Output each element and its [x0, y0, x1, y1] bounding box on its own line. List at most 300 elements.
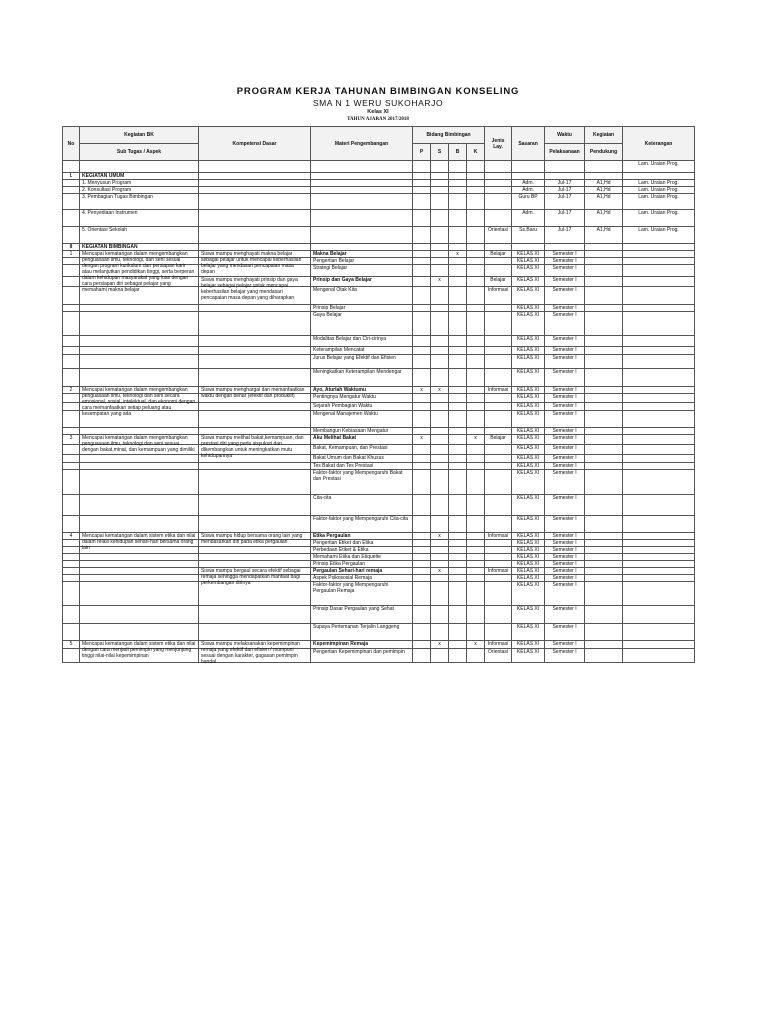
cell-b — [449, 258, 467, 265]
cell-sasaran: KELAS XI — [512, 582, 545, 606]
cell-keterangan: Lam. Uraian Prog. — [623, 187, 695, 194]
cell-k — [467, 387, 485, 394]
cell-sub-tugas — [80, 305, 199, 312]
cell-keterangan — [623, 568, 695, 575]
cell-no — [63, 312, 80, 336]
cell-kompetensi — [199, 161, 311, 173]
cell-materi: Tes Bakat dan Tes Prestasi — [311, 463, 413, 470]
cell-b — [449, 277, 467, 287]
cell-no — [63, 649, 80, 663]
cell-keterangan — [623, 649, 695, 663]
header-b: B — [449, 144, 467, 161]
cell-pendukung — [585, 575, 623, 582]
cell-pendukung — [585, 554, 623, 561]
cell-keterangan — [623, 369, 695, 387]
cell-sasaran: KELAS XI — [512, 394, 545, 403]
cell-waktu: Jul-17 — [545, 210, 585, 227]
cell-waktu — [545, 161, 585, 173]
cell-b — [449, 428, 467, 435]
cell-s — [431, 394, 449, 403]
cell-materi — [311, 187, 413, 194]
cell-kompetensi — [199, 347, 311, 355]
cell-b — [449, 606, 467, 624]
cell-p — [413, 575, 431, 582]
cell-materi: Pergaulan Sehari-hari remaja — [311, 568, 413, 575]
table-row — [63, 251, 695, 258]
cell-sasaran: KELAS XI — [512, 540, 545, 547]
cell-kompetensi — [199, 624, 311, 641]
cell-pendukung: A1,Hd — [585, 210, 623, 227]
cell-jenis — [485, 210, 512, 227]
cell-b — [449, 463, 467, 470]
cell-no — [63, 347, 80, 355]
table-row — [63, 463, 695, 470]
cell-sub-tugas: KEGIATAN BIMBINGAN — [80, 244, 199, 251]
cell-sasaran: KELAS XI — [512, 547, 545, 554]
cell-kompetensi — [199, 387, 311, 399]
cell-jenis — [485, 561, 512, 568]
cell-k — [467, 547, 485, 554]
cell-p — [413, 533, 431, 540]
cell-waktu: Semester I — [545, 495, 585, 516]
cell-waktu: Jul-17 — [545, 194, 585, 210]
cell-sub-tugas: 4. Penyediaan Instrumen — [80, 210, 199, 227]
cell-pendukung — [585, 547, 623, 554]
cell-sasaran: KELAS XI — [512, 336, 545, 347]
cell-kompetensi — [199, 210, 311, 227]
cell-kompetensi — [199, 305, 311, 312]
cell-waktu: Semester I — [545, 568, 585, 575]
cell-jenis — [485, 495, 512, 516]
cell-kompetensi — [199, 227, 311, 244]
cell-s — [431, 435, 449, 445]
cell-s — [431, 575, 449, 582]
cell-kompetensi-text: Siswa mampu bergaul secara efektif sebagai remaja sehingga mendapatkan manfaat bagi perkembangan dirinya — [201, 568, 301, 586]
cell-s — [431, 649, 449, 663]
cell-p: x — [413, 387, 431, 394]
cell-pendukung — [585, 470, 623, 495]
cell-jenis — [485, 258, 512, 265]
cell-k — [467, 355, 485, 369]
cell-kompetensi — [199, 244, 311, 251]
cell-jenis — [485, 347, 512, 355]
cell-kompetensi — [199, 547, 311, 554]
cell-kompetensi — [199, 533, 311, 545]
cell-kompetensi — [199, 251, 311, 275]
cell-pendukung: A1,Hd — [585, 187, 623, 194]
cell-k — [467, 606, 485, 624]
cell-keterangan — [623, 561, 695, 568]
cell-materi: Aspek Psikososial Remaja — [311, 575, 413, 582]
table-row — [63, 369, 695, 387]
cell-kompetensi — [199, 403, 311, 411]
cell-kompetensi — [199, 187, 311, 194]
cell-keterangan — [623, 470, 695, 495]
table-row — [63, 516, 695, 533]
cell-no — [63, 403, 80, 411]
cell-pendukung — [585, 403, 623, 411]
header-p: P — [413, 144, 431, 161]
cell-waktu: Jul-17 — [545, 187, 585, 194]
table-row — [63, 561, 695, 568]
header-no: No — [63, 127, 80, 161]
cell-sasaran: KELAS XI — [512, 516, 545, 533]
cell-pendukung — [585, 161, 623, 173]
cell-no: II — [63, 244, 80, 251]
table-row — [63, 641, 695, 649]
cell-materi: Prinsip dan Gaya Belajar — [311, 277, 413, 287]
cell-s — [431, 251, 449, 258]
academic-year: TAHUN AJARAN 2017/2018 — [347, 117, 409, 122]
cell-materi: Pengertian Belajar — [311, 258, 413, 265]
cell-sub-tugas — [80, 470, 199, 495]
table-row — [63, 606, 695, 624]
cell-waktu: Semester I — [545, 403, 585, 411]
document-title: PROGRAM KERJA TAHUNAN BIMBINGAN KONSELING — [236, 86, 520, 97]
cell-pendukung — [585, 445, 623, 455]
cell-kompetensi-text: Siswa mampu melaksanakan kepemimpinan remaja yang efektif dan efisien / mumpuni sesuai dengan karakter, gagasan pemimpin handal — [201, 641, 300, 665]
cell-keterangan — [623, 411, 695, 428]
cell-pendukung — [585, 355, 623, 369]
cell-b — [449, 568, 467, 575]
cell-keterangan — [623, 554, 695, 561]
cell-materi: Sejarah Pembagian Waktu — [311, 403, 413, 411]
cell-s — [431, 187, 449, 194]
cell-sub-tugas-text: Mencapai kematangan dalam sistem etika dan nilai dengan cara menjadi pemimpin yang menjunjung tinggi nilai-nilai kepemimpinan — [82, 641, 196, 659]
cell-keterangan — [623, 287, 695, 305]
cell-no: 1 — [63, 251, 80, 258]
cell-sub-tugas — [80, 561, 199, 568]
cell-b — [449, 516, 467, 533]
cell-jenis — [485, 554, 512, 561]
cell-b — [449, 394, 467, 403]
cell-b — [449, 540, 467, 547]
cell-jenis — [485, 305, 512, 312]
cell-materi: Bakat, Kemampuan, dan Prestasi — [311, 445, 413, 455]
cell-waktu: Semester I — [545, 428, 585, 435]
cell-s — [431, 455, 449, 463]
cell-no — [63, 575, 80, 582]
cell-materi: Gaya Belajar — [311, 312, 413, 336]
cell-keterangan — [623, 641, 695, 649]
cell-sasaran: Adm. — [512, 210, 545, 227]
cell-sasaran: KELAS XI — [512, 287, 545, 305]
cell-jenis: Informasi — [485, 568, 512, 575]
cell-waktu: Semester I — [545, 411, 585, 428]
cell-k — [467, 428, 485, 435]
cell-sasaran: KELAS XI — [512, 387, 545, 394]
cell-p — [413, 428, 431, 435]
cell-pendukung — [585, 516, 623, 533]
header-keterangan: Keterangan — [623, 127, 695, 161]
cell-keterangan — [623, 173, 695, 180]
cell-s — [431, 258, 449, 265]
cell-k — [467, 347, 485, 355]
cell-kompetensi — [199, 355, 311, 369]
cell-materi: Pentingnya Mengatur Waktu — [311, 394, 413, 403]
cell-sub-tugas — [80, 495, 199, 516]
cell-b — [449, 547, 467, 554]
header-s: S — [431, 144, 449, 161]
cell-materi — [311, 161, 413, 173]
cell-materi: Pengertian Kepemimpinan dan pemimpin — [311, 649, 413, 663]
cell-jenis: Belajar — [485, 435, 512, 445]
cell-keterangan — [623, 403, 695, 411]
cell-sasaran: KELAS XI — [512, 265, 545, 277]
cell-kompetensi-text: Siswa mampu menghayati makna belajar sebagai pelajar untuk mencapai keberhasilan belajar yang mendasari pencapaian masa depan — [201, 251, 302, 275]
cell-k — [467, 251, 485, 258]
cell-b: x — [449, 251, 467, 258]
cell-k — [467, 575, 485, 582]
cell-k — [467, 336, 485, 347]
cell-no — [63, 582, 80, 606]
cell-s — [431, 403, 449, 411]
cell-waktu: Semester I — [545, 463, 585, 470]
cell-s — [431, 561, 449, 568]
cell-pendukung — [585, 244, 623, 251]
cell-s — [431, 554, 449, 561]
table-row — [63, 347, 695, 355]
cell-b — [449, 403, 467, 411]
cell-pendukung — [585, 277, 623, 287]
cell-k — [467, 227, 485, 244]
cell-kompetensi — [199, 369, 311, 387]
cell-materi: Prinsip Dasar Pergaulan yang Sehat — [311, 606, 413, 624]
cell-k — [467, 582, 485, 606]
cell-no — [63, 227, 80, 244]
cell-pendukung — [585, 258, 623, 265]
cell-pendukung — [585, 582, 623, 606]
cell-no — [63, 258, 80, 265]
cell-keterangan: Lam. Uraian Prog. — [623, 210, 695, 227]
cell-b — [449, 244, 467, 251]
cell-sub-tugas-text: Mencapai kematangan dalam mengembangkan penguasaan ilmu, teknologi, dan seni sesuai dengan program kurikulum dan persiapan karir atau melanjutkan pendidikan tinggi, serta berperan dalam kehidupan masyarakat yang luas dengan cara persiapan diri sebagai pelajar yang memahami makna belajar — [82, 251, 195, 293]
cell-waktu: Semester I — [545, 258, 585, 265]
header-jenis: Jenis Lay. — [485, 127, 512, 161]
cell-s — [431, 265, 449, 277]
cell-waktu: Semester I — [545, 336, 585, 347]
cell-pendukung — [585, 540, 623, 547]
cell-materi — [311, 210, 413, 227]
cell-jenis — [485, 394, 512, 403]
cell-waktu — [545, 173, 585, 180]
cell-sasaran: KELAS XI — [512, 568, 545, 575]
cell-materi: Makna Belajar — [311, 251, 413, 258]
cell-k — [467, 455, 485, 463]
cell-pendukung — [585, 533, 623, 540]
cell-jenis: Belajar — [485, 277, 512, 287]
cell-jenis — [485, 547, 512, 554]
cell-p — [413, 161, 431, 173]
cell-s — [431, 547, 449, 554]
cell-no — [63, 394, 80, 403]
cell-no — [63, 305, 80, 312]
cell-waktu: Semester I — [545, 355, 585, 369]
cell-materi: Mengenal Manajemen Waktu — [311, 411, 413, 428]
cell-p — [413, 287, 431, 305]
cell-keterangan — [623, 244, 695, 251]
cell-materi: Supaya Pertemanan Terjalin Langgeng — [311, 624, 413, 641]
cell-sub-tugas — [80, 582, 199, 606]
cell-keterangan — [623, 445, 695, 455]
table-row — [63, 582, 695, 606]
cell-jenis — [485, 455, 512, 463]
cell-kompetensi — [199, 606, 311, 624]
cell-jenis — [485, 624, 512, 641]
cell-no — [63, 561, 80, 568]
cell-waktu: Jul-17 — [545, 180, 585, 187]
cell-pendukung — [585, 641, 623, 649]
cell-pendukung: A1,Hd — [585, 194, 623, 210]
cell-s: x — [431, 277, 449, 287]
cell-waktu: Semester I — [545, 470, 585, 495]
cell-jenis — [485, 470, 512, 495]
cell-jenis — [485, 161, 512, 173]
cell-sasaran: Ss.Baru — [512, 227, 545, 244]
cell-waktu: Semester I — [545, 533, 585, 540]
cell-keterangan — [623, 312, 695, 336]
cell-waktu: Semester I — [545, 554, 585, 561]
cell-no — [63, 516, 80, 533]
cell-sub-tugas — [80, 435, 199, 453]
cell-s — [431, 227, 449, 244]
cell-k — [467, 540, 485, 547]
cell-p — [413, 445, 431, 455]
cell-s — [431, 336, 449, 347]
cell-k: x — [467, 641, 485, 649]
cell-no: 2 — [63, 387, 80, 394]
cell-s: x — [431, 387, 449, 394]
cell-keterangan — [623, 495, 695, 516]
cell-p — [413, 355, 431, 369]
cell-kompetensi — [199, 554, 311, 561]
cell-sasaran: Adm. — [512, 180, 545, 187]
cell-sasaran: KELAS XI — [512, 411, 545, 428]
cell-jenis — [485, 428, 512, 435]
cell-sasaran: KELAS XI — [512, 606, 545, 624]
cell-materi: Jurus Belajar yang Efektif dan Efisien — [311, 355, 413, 369]
cell-keterangan — [623, 606, 695, 624]
program-table-body — [63, 161, 695, 663]
cell-k — [467, 445, 485, 455]
cell-k — [467, 554, 485, 561]
table-row — [63, 575, 695, 582]
table-row — [63, 533, 695, 540]
cell-s — [431, 369, 449, 387]
cell-pendukung — [585, 387, 623, 394]
cell-sasaran: KELAS XI — [512, 428, 545, 435]
cell-sasaran: KELAS XI — [512, 369, 545, 387]
cell-jenis — [485, 180, 512, 187]
cell-sasaran: KELAS XI — [512, 312, 545, 336]
cell-no — [63, 624, 80, 641]
cell-keterangan: Lam. Uraian Prog. — [623, 161, 695, 173]
cell-jenis: Belajar — [485, 251, 512, 258]
cell-p — [413, 455, 431, 463]
cell-k — [467, 394, 485, 403]
cell-no — [63, 336, 80, 347]
cell-jenis — [485, 187, 512, 194]
cell-jenis — [485, 575, 512, 582]
cell-k: x — [467, 435, 485, 445]
cell-sub-tugas — [80, 554, 199, 561]
cell-keterangan — [623, 533, 695, 540]
cell-no — [63, 547, 80, 554]
cell-p: x — [413, 435, 431, 445]
cell-sasaran: KELAS XI — [512, 575, 545, 582]
table-row — [63, 227, 695, 244]
cell-keterangan — [623, 463, 695, 470]
cell-sub-tugas — [80, 568, 199, 575]
cell-s — [431, 173, 449, 180]
cell-keterangan — [623, 547, 695, 554]
cell-waktu: Semester I — [545, 649, 585, 663]
cell-no — [63, 606, 80, 624]
cell-sub-tugas — [80, 312, 199, 336]
cell-sub-tugas — [80, 428, 199, 435]
cell-kompetensi — [199, 495, 311, 516]
cell-waktu: Semester I — [545, 540, 585, 547]
cell-waktu: Semester I — [545, 251, 585, 258]
cell-s — [431, 624, 449, 641]
cell-s — [431, 411, 449, 428]
cell-sub-tugas — [80, 355, 199, 369]
cell-pendukung — [585, 624, 623, 641]
cell-waktu: Semester I — [545, 445, 585, 455]
cell-waktu: Jul-17 — [545, 227, 585, 244]
cell-sub-tugas — [80, 575, 199, 582]
cell-sub-tugas — [80, 606, 199, 624]
cell-k — [467, 287, 485, 305]
cell-sasaran: KELAS XI — [512, 347, 545, 355]
table-row — [63, 187, 695, 194]
cell-waktu: Semester I — [545, 387, 585, 394]
cell-materi — [311, 180, 413, 187]
cell-k — [467, 312, 485, 336]
cell-p — [413, 547, 431, 554]
cell-keterangan — [623, 305, 695, 312]
cell-no — [63, 180, 80, 187]
cell-s — [431, 606, 449, 624]
cell-s — [431, 312, 449, 336]
cell-no — [63, 277, 80, 287]
cell-sasaran — [512, 244, 545, 251]
cell-kompetensi — [199, 194, 311, 210]
cell-materi — [311, 173, 413, 180]
cell-jenis: Informasi — [485, 641, 512, 649]
cell-b — [449, 347, 467, 355]
cell-kompetensi — [199, 312, 311, 336]
cell-k — [467, 244, 485, 251]
cell-waktu: Semester I — [545, 641, 585, 649]
cell-materi: Memahami Etika dan Etiquette — [311, 554, 413, 561]
cell-kompetensi — [199, 561, 311, 568]
cell-p — [413, 347, 431, 355]
cell-b — [449, 470, 467, 495]
cell-sasaran: KELAS XI — [512, 355, 545, 369]
cell-p — [413, 336, 431, 347]
cell-kompetensi — [199, 173, 311, 180]
cell-keterangan: Lam. Uraian Prog. — [623, 194, 695, 210]
table-row — [63, 435, 695, 445]
cell-kompetensi — [199, 463, 311, 470]
cell-keterangan: Lam. Uraian Prog. — [623, 227, 695, 244]
table-row — [63, 210, 695, 227]
header-bidang: Bidang Bimbingan — [413, 127, 485, 144]
cell-no — [63, 470, 80, 495]
cell-sub-tugas — [80, 463, 199, 470]
cell-s — [431, 495, 449, 516]
